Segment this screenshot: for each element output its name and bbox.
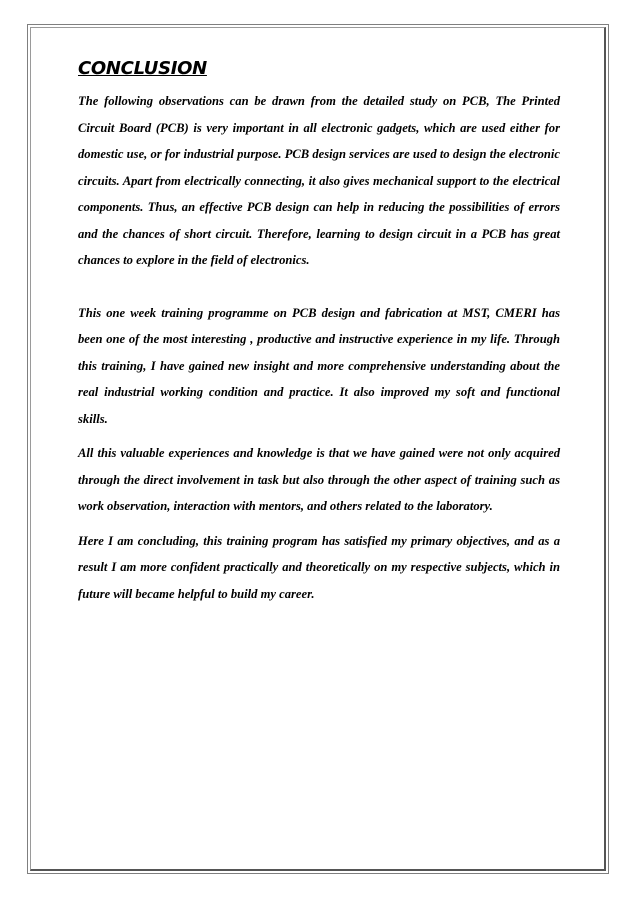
paragraph-concluding: Here I am concluding, this training program has satisfied my primary objectives, and as a result I am more confident practically and theoretically on my respective subjects, which in future will became helpful to build my career. — [78, 533, 560, 601]
paragraph-experiences: All this valuable experiences and knowledge is that we have gained were not only acquired through the direct involvement in task but also through the other aspect of training such as work observation, interaction with mentors, and others related to the laboratory. — [78, 446, 560, 513]
document-body — [78, 56, 560, 607]
paragraph-observations: The following observations can be drawn from the detailed study on PCB, The Printed Circuit Board (PCB) is very important in all electronic gadgets, which are used either for domestic use, or for industrial purpose. PCB design services are used to design the electronic circuits. Apart from electrically connecting, it also gives mechanical support to the electrical components. Thus, an effective PCB design can help in reducing the possibilities of errors and the chances of short circuit. Therefore, learning to design circuit in a PCB has great chances to explore in the field of electronics. — [78, 94, 560, 267]
document-title: CONCLUSION — [78, 58, 207, 79]
paragraph-training: This one week training programme on PCB design and fabrication at MST, CMERI has been one of the most interesting , productive and instructive experience in my life. Through this training, I have gained new insight and more comprehensive understanding about the real industrial working condition and practice. It also improved my soft and functional skills. — [78, 305, 560, 426]
